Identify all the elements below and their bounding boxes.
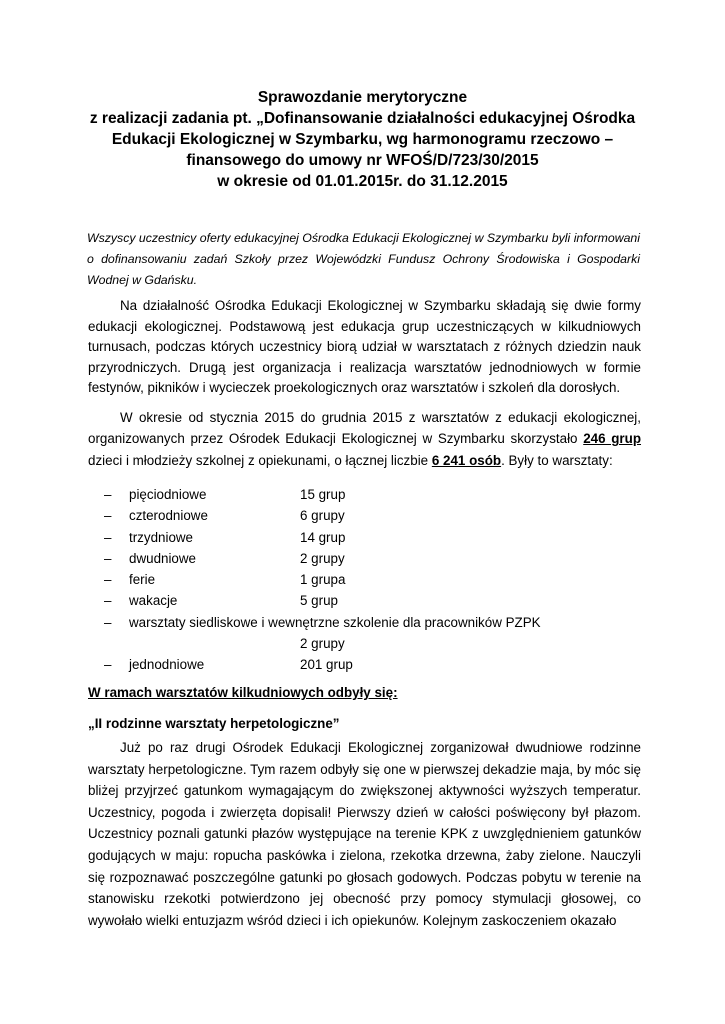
- dash-bullet: –: [104, 487, 112, 502]
- workshop-count: 6 grupy: [300, 508, 345, 524]
- workshop-count: 15 grup: [300, 487, 346, 502]
- list-item: [104, 505, 644, 526]
- workshop-count: 201 grup: [300, 657, 353, 673]
- dash-bullet: –: [104, 614, 112, 630]
- list-item: [104, 484, 644, 505]
- title-line: Edukacji Ekologicznej w Szymbarku, wg harmonogramu rzeczowo –: [111, 131, 614, 148]
- title-line: finansowego do umowy nr WFOŚ/D/723/30/2015: [186, 152, 539, 169]
- stats-text: W okresie od stycznia 2015 do grudnia 2015 z warsztatów z edukacji ekologicznej, organizowanych przez Ośrodek Edukacji Ekologicznej w Szymbarku skorzystało: [88, 410, 641, 447]
- title-line: w okresie od 01.01.2015r. do 31.12.2015: [217, 173, 508, 190]
- list-item: [104, 527, 644, 548]
- dash-bullet: –: [104, 572, 112, 588]
- workshop-type: trzydniowe: [129, 529, 194, 545]
- groups-count: 246 grup: [583, 431, 642, 447]
- dash-bullet: –: [104, 508, 112, 524]
- subsection-heading: „II rodzinne warsztaty herpetologiczne”: [88, 716, 340, 731]
- workshop-type: dwudniowe: [129, 550, 196, 566]
- stats-text: . Były to warsztaty:: [501, 452, 613, 468]
- workshop-count: 1 grupa: [300, 572, 346, 588]
- title-line: z realizacji zadania pt. „Dofinansowanie działalności edukacyjnej Ośrodka: [89, 110, 636, 127]
- workshop-count: 5 grup: [300, 593, 338, 609]
- list-item: [104, 548, 644, 569]
- funding-notice: Wszyscy uczestnicy oferty edukacyjnej Ośrodka Edukacji Ekologicznej w Szymbarku byli informowani o dofinansowaniu zadań Szkoły przez Wojewódzki Fundusz Ochrony Środowiska i Gospodarki Wodnej w Gdańsku.: [87, 231, 640, 287]
- workshop-type: czterodniowe: [129, 508, 208, 524]
- dash-bullet: –: [104, 529, 112, 545]
- list-item: [104, 569, 644, 590]
- dash-bullet: –: [104, 593, 112, 609]
- workshop-count: 2 grupy: [300, 636, 345, 652]
- paragraph-herpetology: Już po raz drugi Ośrodek Edukacji Ekologicznej zorganizował dwudniowe rodzinne warsztaty herpetologiczne. Tym razem odbyły się one w pierwszej dekadzie maja, by móc się bliżej przyjrzeć gatunkom wymagającym do zwiększonej aktywności wyższych temperatur. Uczestnicy, pogoda i zwierzęta dopisali! Pierwszy dzień w całości poświęcony był płazom. Uczestnicy poznali gatunki płazów występujące na terenie KPK z uwzględnieniem gatunków godujących w maju: ropucha paskówka i zielona, rzekotka drzewna, żaby zielone. Nauczyli się rozpoznawać poszczególne gatunki po głosach godowych. Podczas pobytu w terenie na stanowisku rzekotki potwierdzono jej obecność przy pomocy stymulacji głosowej, co wywołało wielki entuzjazm wśród dzieci i ich opiekunów. Kolejnym zaskoczeniem okazało: [88, 740, 641, 928]
- stats-text: dzieci i młodzieży szkolnej z opiekunami, o łącznej liczbie: [88, 452, 432, 468]
- paragraph-forms: Na działalność Ośrodka Edukacji Ekologicznej w Szymbarku składają się dwie formy edukacji ekologicznej. Podstawową jest edukacja grup uczestniczących w kilkudniowych turnusach, podczas których uczestnicy biorą udział w warsztatach z różnych dziedzin nauk przyrodniczych. Drugą jest organizacja i realizacja warsztatów jednodniowych w formie festynów, pikników i wycieczek proekologicznych oraz warsztatów i szkoleń dla dorosłych.: [88, 298, 641, 396]
- workshop-list: [104, 484, 644, 676]
- list-item: [104, 654, 644, 675]
- persons-count: 6 241 osób: [431, 452, 502, 468]
- paragraph-statistics: [88, 407, 641, 471]
- list-item: [104, 633, 644, 654]
- workshop-type: pięciodniowe: [129, 487, 207, 502]
- workshop-count: 14 grup: [300, 529, 346, 545]
- workshop-type: wakacje: [129, 593, 178, 609]
- workshop-count: 2 grupy: [300, 550, 345, 566]
- dash-bullet: –: [104, 550, 112, 566]
- section-heading: W ramach warsztatów kilkudniowych odbyły się:: [88, 685, 398, 700]
- dash-bullet: –: [104, 657, 112, 673]
- title-line: Sprawozdanie merytoryczne: [257, 89, 468, 106]
- workshop-type: jednodniowe: [129, 657, 205, 673]
- list-item: [104, 612, 644, 633]
- workshop-type: ferie: [129, 572, 156, 588]
- workshop-type: warsztaty siedliskowe i wewnętrzne szkolenie dla pracowników PZPK: [129, 614, 541, 630]
- report-title: [60, 87, 665, 192]
- list-item: [104, 590, 644, 611]
